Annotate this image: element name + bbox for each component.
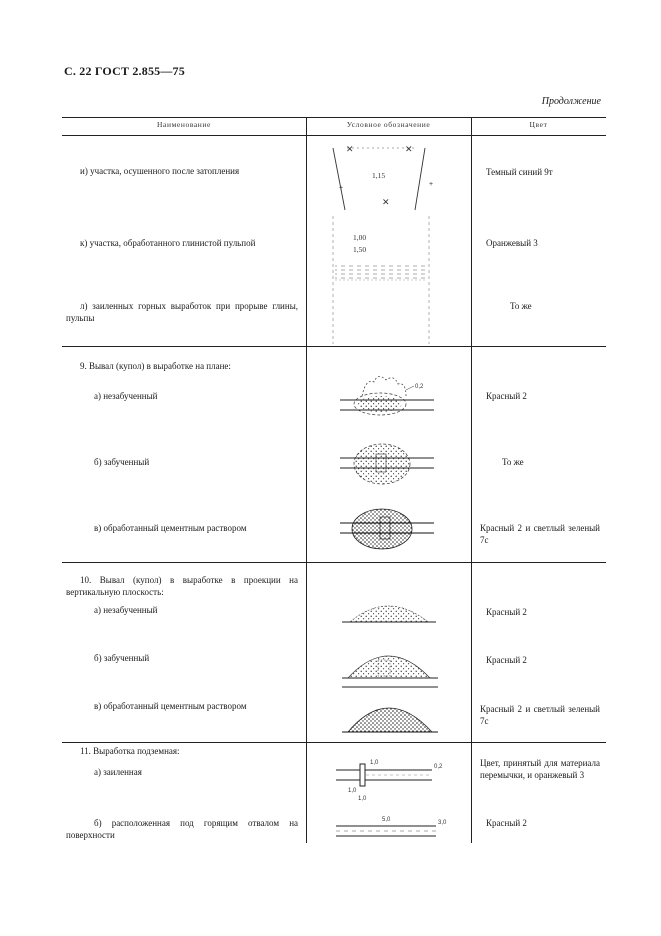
svg-text:✕: ✕ xyxy=(382,197,390,207)
s11-dim1: 1,0 xyxy=(370,760,379,766)
row-color-8k: Оранжевый 3 xyxy=(486,238,538,248)
section-title-11: 11. Выработка подземная: xyxy=(80,746,180,756)
symbol-drained-area xyxy=(325,140,440,346)
symbol-cave-cemented-vertical xyxy=(340,690,440,736)
row-color-9v: Красный 2 и светлый зеленый 7с xyxy=(480,523,600,545)
row-color-10a: Красный 2 xyxy=(486,607,527,617)
row-name-8i: и) участка, осушенного после затопления xyxy=(80,166,240,176)
column-header-name: Наименование xyxy=(157,120,211,129)
row-name-11b: б) расположенная под горящим отвалом на поверхности xyxy=(66,818,298,840)
s11-dim2: 1,0 xyxy=(348,788,357,794)
row-name-10b: б) забученный xyxy=(94,653,150,663)
svg-text:+: + xyxy=(339,185,344,192)
row-color-10b: Красный 2 xyxy=(486,655,527,665)
symbol-cave-cemented-plan xyxy=(340,505,440,555)
column-divider-2 xyxy=(471,117,472,843)
row-color-11b: Красный 2 xyxy=(486,818,527,828)
svg-text:✕: ✕ xyxy=(405,144,413,154)
row-color-9a: Красный 2 xyxy=(486,391,527,401)
row-name-8l: л) заиленных горных выработок при прорыве глины, пульпы xyxy=(66,301,298,323)
column-header-symbol: Условное обозначение xyxy=(346,120,431,129)
pulp-hatch xyxy=(335,263,427,281)
section-divider-10 xyxy=(62,562,606,563)
section-divider-9 xyxy=(62,346,606,347)
svg-text:+: + xyxy=(429,181,434,188)
row-color-11a: Цвет, принятый для материала перемычки, и оранжевый 3 xyxy=(480,758,600,780)
s11-dim6: 3,0 xyxy=(438,820,447,826)
row-name-10v: в) обработанный цементным раствором xyxy=(94,701,247,711)
symbol-cave-filled-plan xyxy=(340,440,440,490)
s11-dim3: 0,2 xyxy=(434,764,443,770)
s8-main-label: 1,15 xyxy=(372,171,386,180)
row-color-9b: То же xyxy=(502,457,524,467)
section-divider-11 xyxy=(62,742,606,743)
s8-k2-label: 1,50 xyxy=(353,245,367,254)
row-name-9b: б) забученный xyxy=(94,457,150,467)
symbol-working-silted xyxy=(330,756,450,802)
row-name-9v: в) обработанный цементным раствором xyxy=(94,523,247,533)
row-name-10a: а) незабученный xyxy=(94,605,158,615)
boundary-left xyxy=(333,148,345,210)
row-name-8k: к) участка, обработанного глинистой пульпой xyxy=(80,238,256,248)
column-divider-1 xyxy=(306,117,307,843)
s8-k1-label: 1,00 xyxy=(353,233,367,242)
symbol-cave-unfilled-plan xyxy=(340,370,440,420)
table-header-border xyxy=(62,135,606,136)
section-title-9: 9. Вывал (купол) в выработке на плане: xyxy=(80,361,231,371)
symbol-working-under-burning-dump xyxy=(330,812,455,844)
row-name-11a: а) заиленная xyxy=(94,767,142,777)
row-color-8l: То же xyxy=(510,301,532,311)
boundary-right xyxy=(415,148,425,210)
svg-text:0,2: 0,2 xyxy=(415,384,424,390)
row-color-10v: Красный 2 и светлый зеленый 7с xyxy=(480,704,600,726)
symbol-cave-unfilled-vertical xyxy=(340,590,440,630)
table-top-border xyxy=(62,117,606,118)
continuation-label: Продолжение xyxy=(541,96,601,107)
column-header-color: Цвет xyxy=(529,120,548,129)
symbol-cave-filled-vertical xyxy=(340,640,440,692)
row-name-9a: а) незабученный xyxy=(94,391,158,401)
row-color-8i: Темный синий 9т xyxy=(486,167,553,177)
s11-dim4: 1,0 xyxy=(358,796,367,802)
svg-text:✕: ✕ xyxy=(346,144,354,154)
section-title-10: 10. Вывал (купол) в выработке в проекции на вертикальную плоскость: xyxy=(66,575,298,597)
s11-dim5: 5,0 xyxy=(382,817,391,823)
page-header: С. 22 ГОСТ 2.855—75 xyxy=(64,64,185,78)
